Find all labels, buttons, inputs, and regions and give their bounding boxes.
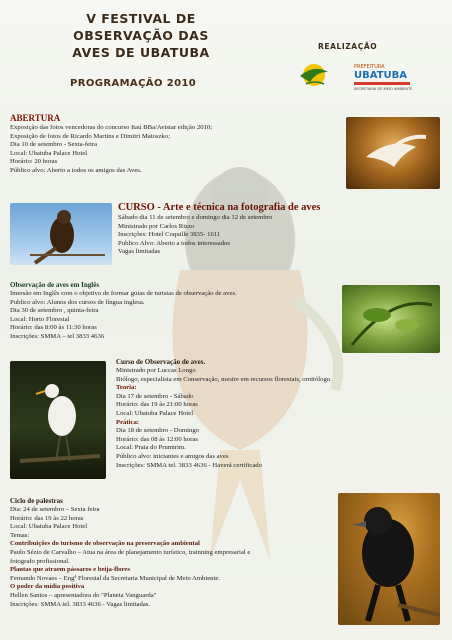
- ingles-line: Imersão em Inglês com o objetivo de formar guias de turistas de observação de aves.: [10, 290, 237, 297]
- ingles-line: Inscrições: SMMA – tel 3833 4636: [10, 332, 105, 340]
- teoria-label: Teoria:: [116, 384, 137, 392]
- section-observacao-ingles: [10, 281, 237, 342]
- section-abertura: [10, 112, 212, 176]
- abertura-line: Exposição das fotos vencedoras do concurso Itaú BBa/Avistar edição 2010;: [10, 124, 213, 131]
- abertura-heading: ABERTURA: [10, 113, 61, 123]
- logo-secretaria-text: SECRETARIA DE MEIO AMBIENTE: [354, 87, 413, 91]
- obs-line: Horário: das 19 às 21:00 horas: [116, 401, 198, 409]
- abertura-line: Exposição de fotos de Ricardo Martins e Dimitri Matoszko;: [10, 132, 171, 140]
- ciclo-line: Temas:: [10, 531, 30, 539]
- abertura-line: Público alvo: Aberto a todos os amigos das Aves.: [10, 166, 142, 174]
- curso-line: Vagas limitadas: [118, 248, 161, 256]
- ingles-line: Publico alvo: Alunos dos cursos de língua inglesa.: [10, 298, 145, 306]
- curso-line: Inscrições: Hotel Coquille 3835- 1611: [118, 231, 221, 239]
- section-ciclo-palestras: [10, 497, 250, 609]
- title-line-2: OBSERVAÇÃO DAS: [73, 28, 209, 43]
- obs-heading: Curso de Observação de aves.: [116, 358, 206, 366]
- ciclo-heading: Ciclo de palestras: [10, 497, 63, 505]
- title-line-1: V FESTIVAL DE: [86, 11, 196, 26]
- ingles-line: Horário: das 8:00 às 11:30 horas: [10, 324, 97, 332]
- obs-line: Local: Ubatuba Palace Hotel: [116, 409, 194, 417]
- curso-heading: CURSO - Arte e técnica na fotografia de aves: [118, 202, 321, 213]
- tema-1-desc: Paulo Sézio de Carvalho – Atua na área de planejamento turístico, trainning empresarial e: [10, 548, 251, 556]
- curso-line: Ministrado por Carlos Rizzo: [118, 222, 195, 230]
- tema-1-title: Contribuições do turismo de observação na preservação ambiental: [10, 540, 200, 548]
- logo-prefeitura-text: PREFEITURA: [354, 64, 385, 70]
- festival-title: [46, 10, 236, 61]
- obs-line: Ministrado por Luccas Longo: [116, 367, 196, 374]
- ciclo-line: Dia: 24 de setembro – Sexta feira: [10, 506, 100, 513]
- abertura-line: Local: Ubatuba Palace Hotel: [10, 149, 88, 157]
- photo-dark-tanager: [338, 493, 440, 625]
- tema-2-desc: Fernando Novaes – Engª Florestal da Secretaria Municipal de Meio Ambiente.: [10, 574, 221, 582]
- tema-2-title: Plantas que atraem pássaros e beija-flores: [10, 566, 130, 574]
- ingles-line: Local: Horto Florestal: [10, 315, 70, 323]
- realizacao-label: REALIZAÇÃO: [318, 42, 378, 51]
- section-curso-fotografia: [118, 201, 320, 257]
- obs-line: Biólogo, especialista em Conservação, mestre em recursos florestais, ornitólogo.: [116, 375, 332, 383]
- programacao-subtitle: PROGRAMAÇÃO 2010: [70, 78, 197, 89]
- tema-3-desc: Hellen Santos – apresentadora do "Planeta Vanguarda": [10, 591, 157, 599]
- tema-1-desc: fotografo profissional.: [10, 557, 70, 565]
- obs-line: Horário: das 08 às 12:00 horas: [116, 435, 198, 443]
- bird-festival-logo: [296, 60, 332, 94]
- photo-egret-flying: [346, 117, 440, 189]
- abertura-line: Horário: 20 horas: [10, 158, 58, 166]
- curso-line: Publico Alvo: Aberto a todos interessados: [118, 239, 231, 247]
- tema-3-title: O poder da mídia positiva: [10, 583, 85, 591]
- ciclo-line: Local: Ubatuba Palace Hotel: [10, 523, 88, 531]
- tema-3-desc: Inscrições: SMMA tel. 3833 4636 - Vagas limitadas.: [10, 600, 151, 608]
- obs-line: Dia 17 de setembro - Sábado: [116, 392, 194, 400]
- ingles-heading: Observação de aves em Inglês: [10, 281, 100, 289]
- obs-line: Dia 18 de setembro - Domingo: [116, 427, 200, 435]
- abertura-line: Dia 10 de setembro - Sexta-feira: [10, 141, 98, 149]
- section-curso-observacao: [116, 358, 332, 470]
- logo-ubatuba-text: UBATUBA: [354, 70, 408, 81]
- obs-line: Inscrições: SMMA tel. 3833 4636 - Haverá certificado: [116, 461, 262, 469]
- ciclo-line: Horário: das 19 às 22 horas: [10, 514, 84, 522]
- pratica-label: Prática:: [116, 418, 140, 426]
- photo-hawk: [10, 203, 112, 265]
- title-line-3: AVES DE UBATUBA: [72, 45, 210, 60]
- ingles-line: Dia 30 de setembro , quinta-feira: [10, 307, 99, 315]
- prefeitura-ubatuba-logo: [354, 64, 413, 91]
- curso-line: Sábado dia 11 de setembro e domingo dia 12 de setembro: [118, 214, 273, 221]
- obs-line: Local: Praia do Prumirim.: [116, 444, 186, 452]
- photo-cattle-egret: [10, 361, 106, 479]
- obs-line: Público alvo: iniciantes e amigos das aves: [116, 452, 229, 460]
- photo-foliage: [342, 285, 440, 353]
- logo-divider: [354, 82, 410, 85]
